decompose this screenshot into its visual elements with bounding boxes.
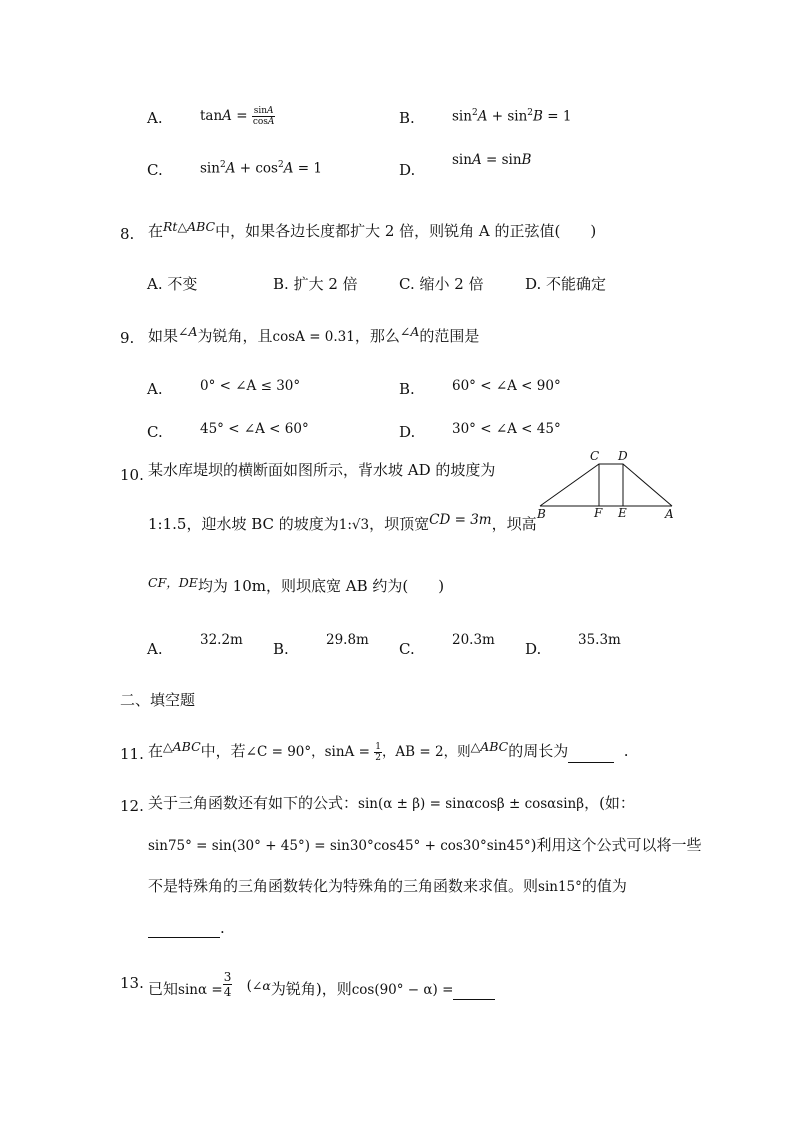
q9-option-d-label: D. bbox=[399, 423, 416, 441]
q12-answer-blank[interactable] bbox=[148, 921, 220, 938]
label-e: E bbox=[618, 506, 627, 519]
q10-option-c-value: 20.3m bbox=[452, 632, 495, 648]
q9-option-d-formula: 30° < ∠A < 45° bbox=[452, 421, 561, 437]
q12-line4: . bbox=[148, 918, 225, 938]
q10-option-b-value: 29.8m bbox=[326, 632, 369, 648]
q11-answer-blank[interactable] bbox=[568, 746, 614, 763]
q13-answer-blank[interactable] bbox=[453, 983, 495, 1000]
q9-option-b-label: B. bbox=[399, 380, 415, 398]
q12-line3: 不是特殊角的三角函数转化为特殊角的三角函数来求值。则sin15°的值为 bbox=[148, 877, 627, 895]
q9-option-b-formula: 60° < ∠A < 90° bbox=[452, 378, 561, 394]
dam-outline bbox=[540, 464, 672, 506]
q9-option-a-formula: 0° < ∠A ≤ 30° bbox=[200, 378, 301, 394]
q8-option-c: C. 缩小 2 倍 bbox=[399, 275, 484, 293]
q9-option-a-label: A. bbox=[147, 380, 163, 398]
q7-option-d-formula: sinA = sinB bbox=[452, 152, 532, 168]
q8-text: 中，如果各边长度都扩大 2 倍，则锐角 A 的正弦值( ) bbox=[215, 222, 597, 240]
q13-number: 13. bbox=[120, 974, 144, 992]
q13-stem: 已知sinα = $\frac{3}{4}$ ($^{\angle\alpha}$为锐角)，则cos(90° − α) = bbox=[148, 970, 495, 1000]
q8-option-b: B. 扩大 2 倍 bbox=[273, 275, 358, 293]
q9-option-c-label: C. bbox=[147, 423, 163, 441]
q10-option-d-label: D. bbox=[525, 640, 542, 658]
dam-lines bbox=[540, 464, 672, 506]
label-a: A bbox=[665, 507, 674, 519]
q9-stem: 如果$^{\angle A}$为锐角，且cosA = 0.31，那么$^{\angle A}$的范围是 bbox=[148, 324, 480, 345]
q8-stem bbox=[148, 221, 596, 242]
label-f: F bbox=[594, 506, 603, 519]
q7-option-b-formula: $\sin^2A + \sin^2B = 1$ bbox=[452, 108, 572, 125]
q11-stem: 在$^{\triangle ABC}$中，若∠C = 90°，sinA = $\frac{1}{2}$ ，AB = 2，则$^{\triangle ABC}$的周长为 . bbox=[148, 739, 629, 763]
q10-option-c-label: C. bbox=[399, 640, 415, 658]
q7-option-b-label: B. bbox=[399, 109, 415, 127]
q12-line1: 关于三角函数还有如下的公式：sin(α ± β) = sinαcosβ ± cosαsinβ，(如： bbox=[148, 794, 635, 812]
q10-option-d-value: 35.3m bbox=[578, 632, 621, 648]
q11-number: 11. bbox=[120, 745, 144, 763]
q8-prefix: 在 bbox=[148, 222, 164, 240]
q10-number: 10. bbox=[120, 466, 144, 484]
q10-line3: $^{CF,DE}$均为 10m，则坝底宽 AB 约为( ) bbox=[148, 575, 445, 595]
label-d: D bbox=[618, 449, 628, 463]
q10-line2: 1:1.5，迎水坡 BC 的坡度为1:√3，坝顶宽CD = 3m，坝高 bbox=[148, 512, 537, 533]
dam-cross-section-figure bbox=[533, 447, 683, 519]
q8-triangle: Rt△ABC bbox=[163, 219, 216, 234]
q9-number: 9. bbox=[120, 329, 135, 347]
q10-option-a-value: 32.2m bbox=[200, 632, 243, 648]
q7-option-d-label: D. bbox=[399, 161, 416, 179]
q10-option-b-label: B. bbox=[273, 640, 289, 658]
q7-option-a-formula: tanA = $\frac{\sin A}{\cos A}$ bbox=[200, 106, 275, 127]
q7-option-a-label: A. bbox=[147, 109, 163, 127]
label-c: C bbox=[590, 449, 600, 463]
q9-option-c-formula: 45° < ∠A < 60° bbox=[200, 421, 309, 437]
q7-option-c-formula: $\sin^2A + \cos^2A = 1$ bbox=[200, 160, 322, 177]
q12-number: 12. bbox=[120, 797, 144, 815]
q10-line1: 某水库堤坝的横断面如图所示，背水坡 AD 的坡度为 bbox=[148, 461, 496, 479]
q8-number: 8. bbox=[120, 225, 135, 243]
q8-option-a: A. 不变 bbox=[147, 275, 198, 293]
section-title: 二、填空题 bbox=[120, 691, 196, 709]
label-b: B bbox=[537, 507, 546, 519]
q8-option-d: D. 不能确定 bbox=[525, 275, 607, 293]
q10-option-a-label: A. bbox=[147, 640, 163, 658]
q12-line2: sin75° = sin(30° + 45°) = sin30°cos45° + cos30°sin45°)利用这个公式可以将一些 bbox=[148, 836, 702, 854]
q7-option-c-label: C. bbox=[147, 161, 163, 179]
